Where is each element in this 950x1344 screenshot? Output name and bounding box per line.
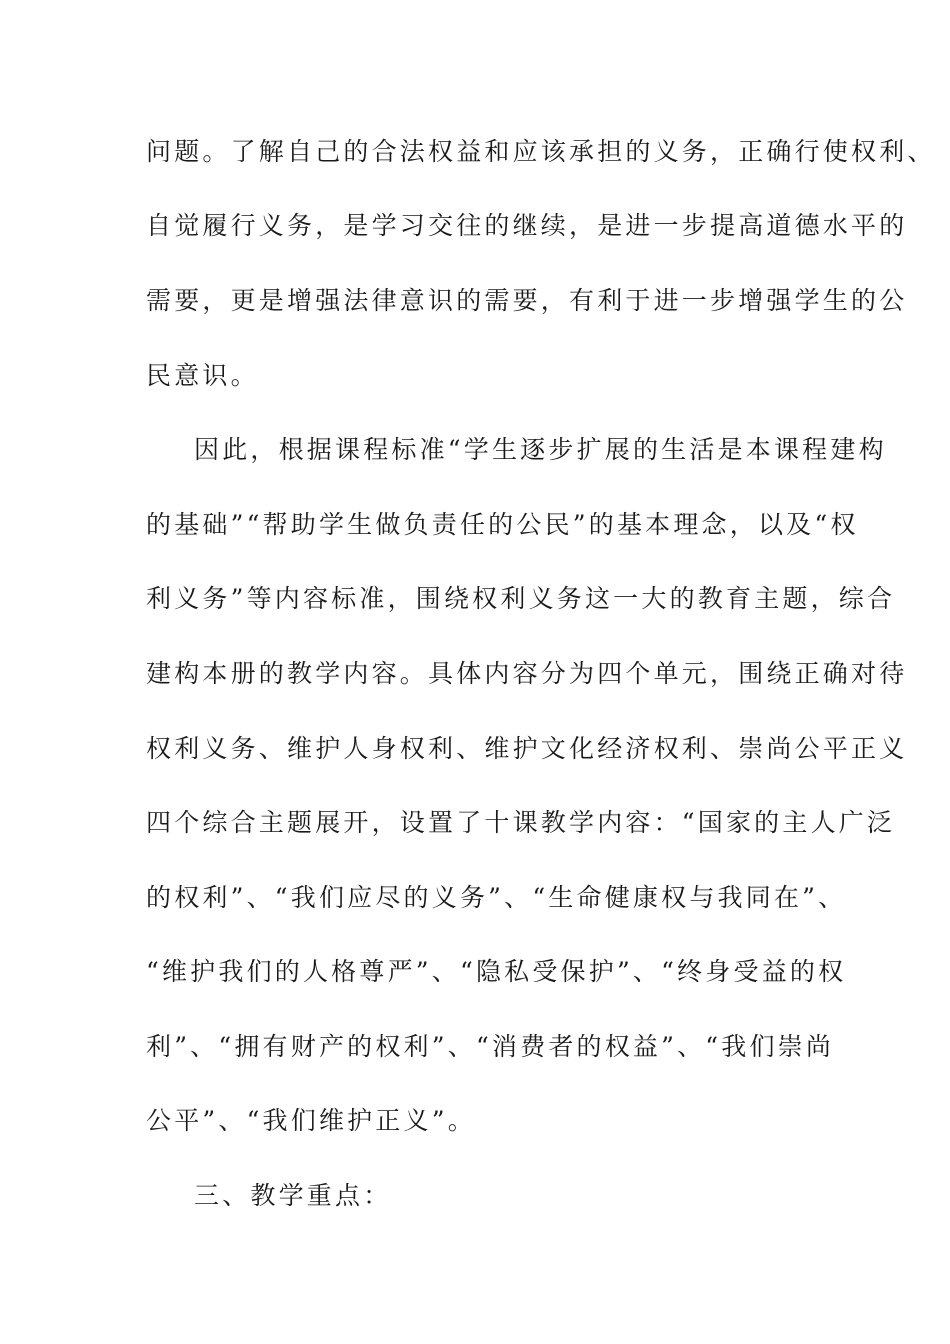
paragraph-line: 需要，更是增强法律意识的需要，有利于进一步增强学生的公	[146, 286, 908, 315]
paragraph-line: 的权利”、“我们应尽的义务”、“生命健康权与我同在”、	[146, 883, 847, 912]
paragraph-line: “维护我们的人格尊严”、“隐私受保护”、“终身受益的权	[146, 957, 847, 986]
section-heading: 三、教学重点：	[194, 1181, 392, 1210]
paragraph-line: 权利义务、维护人身权利、维护文化经济权利、崇尚公平正义	[146, 734, 908, 763]
paragraph-line: 自觉履行义务，是学习交往的继续，是进一步提高道德水平的	[146, 211, 908, 240]
paragraph-line: 四个综合主题展开，设置了十课教学内容：“国家的主人广泛	[146, 808, 896, 837]
paragraph-line: 利义务”等内容标准，围绕权利义务这一大的教育主题，综合	[146, 584, 896, 613]
paragraph-line: 利”、“拥有财产的权利”、“消费者的权益”、“我们崇尚	[146, 1032, 835, 1061]
paragraph-line: 问题。了解自己的合法权益和应该承担的义务，正确行使权利、	[146, 137, 936, 166]
paragraph-line: 的基础”“帮助学生做负责任的公民”的基本理念，以及“权	[146, 510, 859, 539]
paragraph-line: 因此，根据课程标准“学生逐步扩展的生活是本课程建构	[194, 435, 887, 464]
paragraph-line: 民意识。	[146, 361, 259, 390]
paragraph-line: 公平”、“我们维护正义”。	[146, 1106, 476, 1135]
paragraph-line: 建构本册的教学内容。具体内容分为四个单元，围绕正确对待	[146, 659, 908, 688]
